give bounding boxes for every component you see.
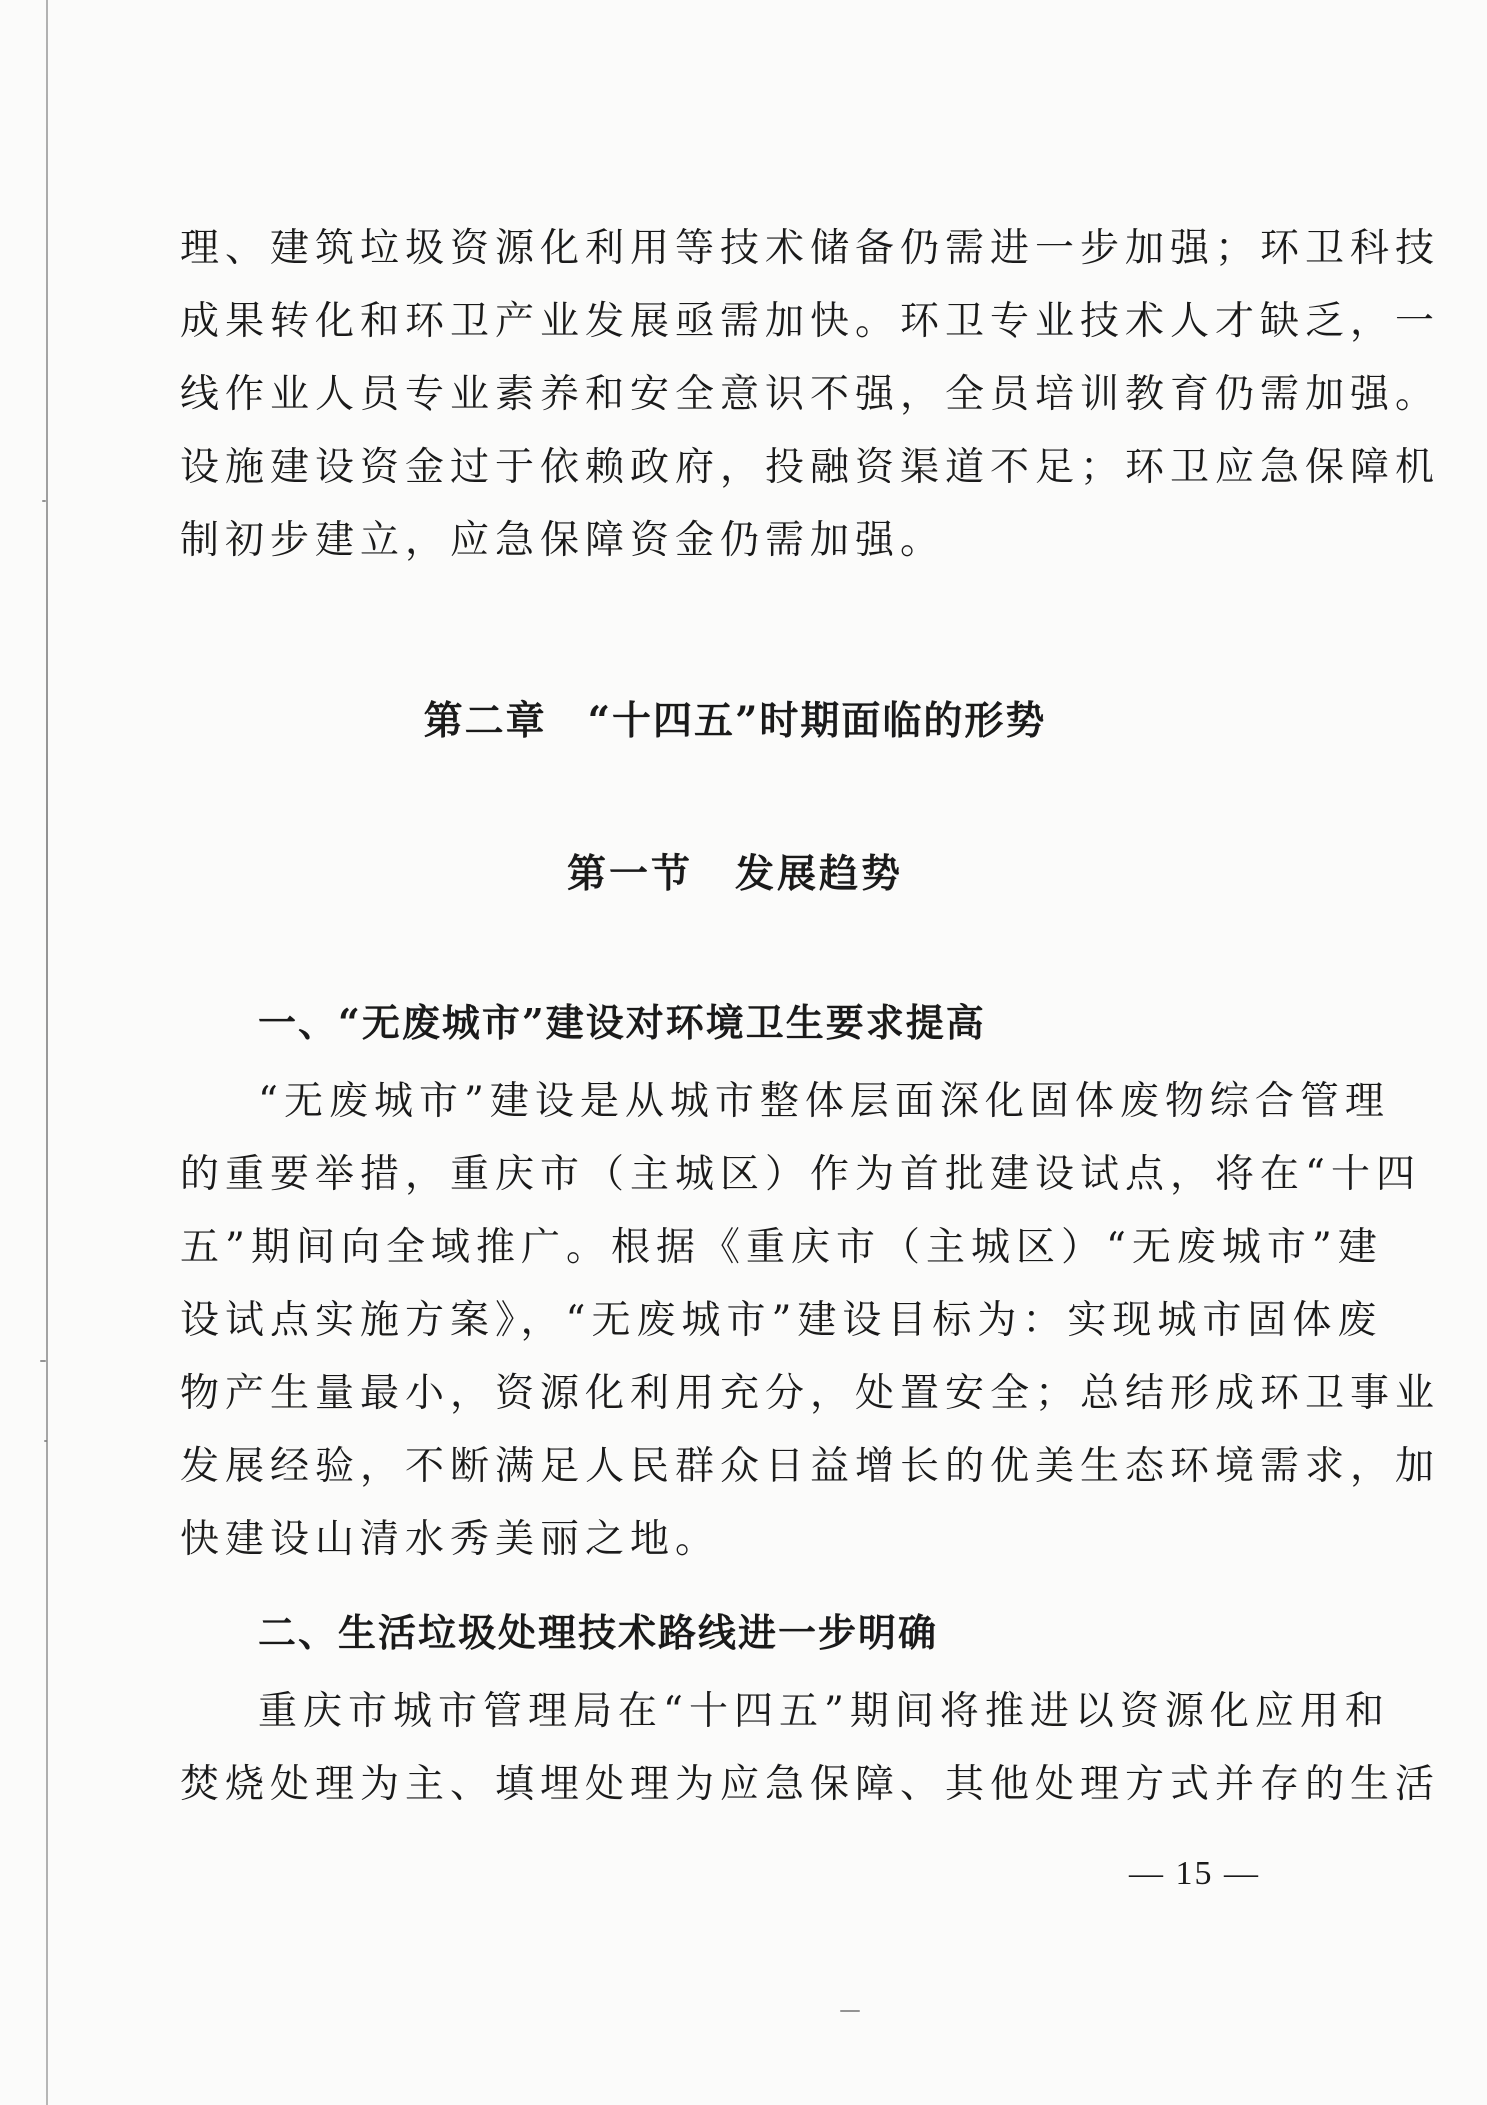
chapter-title: 第二章 “十四五”时期面临的形势 [423,698,1047,744]
subsection-2-body [180,1675,1441,1821]
text-line: 的重要举措，重庆市（主城区）作为首批建设试点，将在“十四 [180,1152,1421,1197]
subsection-2-title: 二、生活垃圾处理技术路线进一步明确 [258,1610,939,1655]
text-line: “无废城市”建设是从城市整体层面深化固体废物综合管理 [258,1079,1390,1124]
text-line: 快建设山清水秀美丽之地。 [180,1517,721,1562]
text-line: 物产生量最小，资源化利用充分，处置安全；总结形成环卫事业 [180,1371,1441,1416]
text-line: 发展经验，不断满足人民群众日益增长的优美生态环境需求，加 [180,1444,1441,1489]
scan-speck [40,1360,46,1362]
paragraph-continuation [180,212,1441,577]
page-number: — 15 — [1129,1855,1260,1892]
scan-speck [840,2010,860,2012]
scan-speck [42,500,46,502]
text-line: 焚烧处理为主、填埋处理为应急保障、其他处理方式并存的生活 [180,1762,1441,1807]
binding-edge-line [46,0,48,2105]
text-line: 设施建设资金过于依赖政府，投融资渠道不足；环卫应急保障机 [180,445,1441,490]
text-line: 制初步建立，应急保障资金仍需加强。 [180,518,946,563]
text-line: 线作业人员专业素养和安全意识不强，全员培训教育仍需加强。 [180,372,1441,417]
text-line: 重庆市城市管理局在“十四五”期间将推进以资源化应用和 [258,1689,1390,1734]
text-line: 成果转化和环卫产业发展亟需加快。环卫专业技术人才缺乏，一 [180,299,1441,344]
text-line: 设试点实施方案》，“无废城市”建设目标为：实现城市固体废 [180,1298,1383,1343]
subsection-1-title: 一、“无废城市”建设对环境卫生要求提高 [258,1000,986,1045]
subsection-1-body [180,1065,1441,1576]
scan-speck [44,1440,47,1442]
text-line: 理、建筑垃圾资源化利用等技术储备仍需进一步加强；环卫科技 [180,226,1441,271]
section-title: 第一节 发展趋势 [566,851,903,897]
text-line: 五”期间向全域推广。根据《重庆市（主城区）“无废城市”建 [180,1225,1383,1270]
